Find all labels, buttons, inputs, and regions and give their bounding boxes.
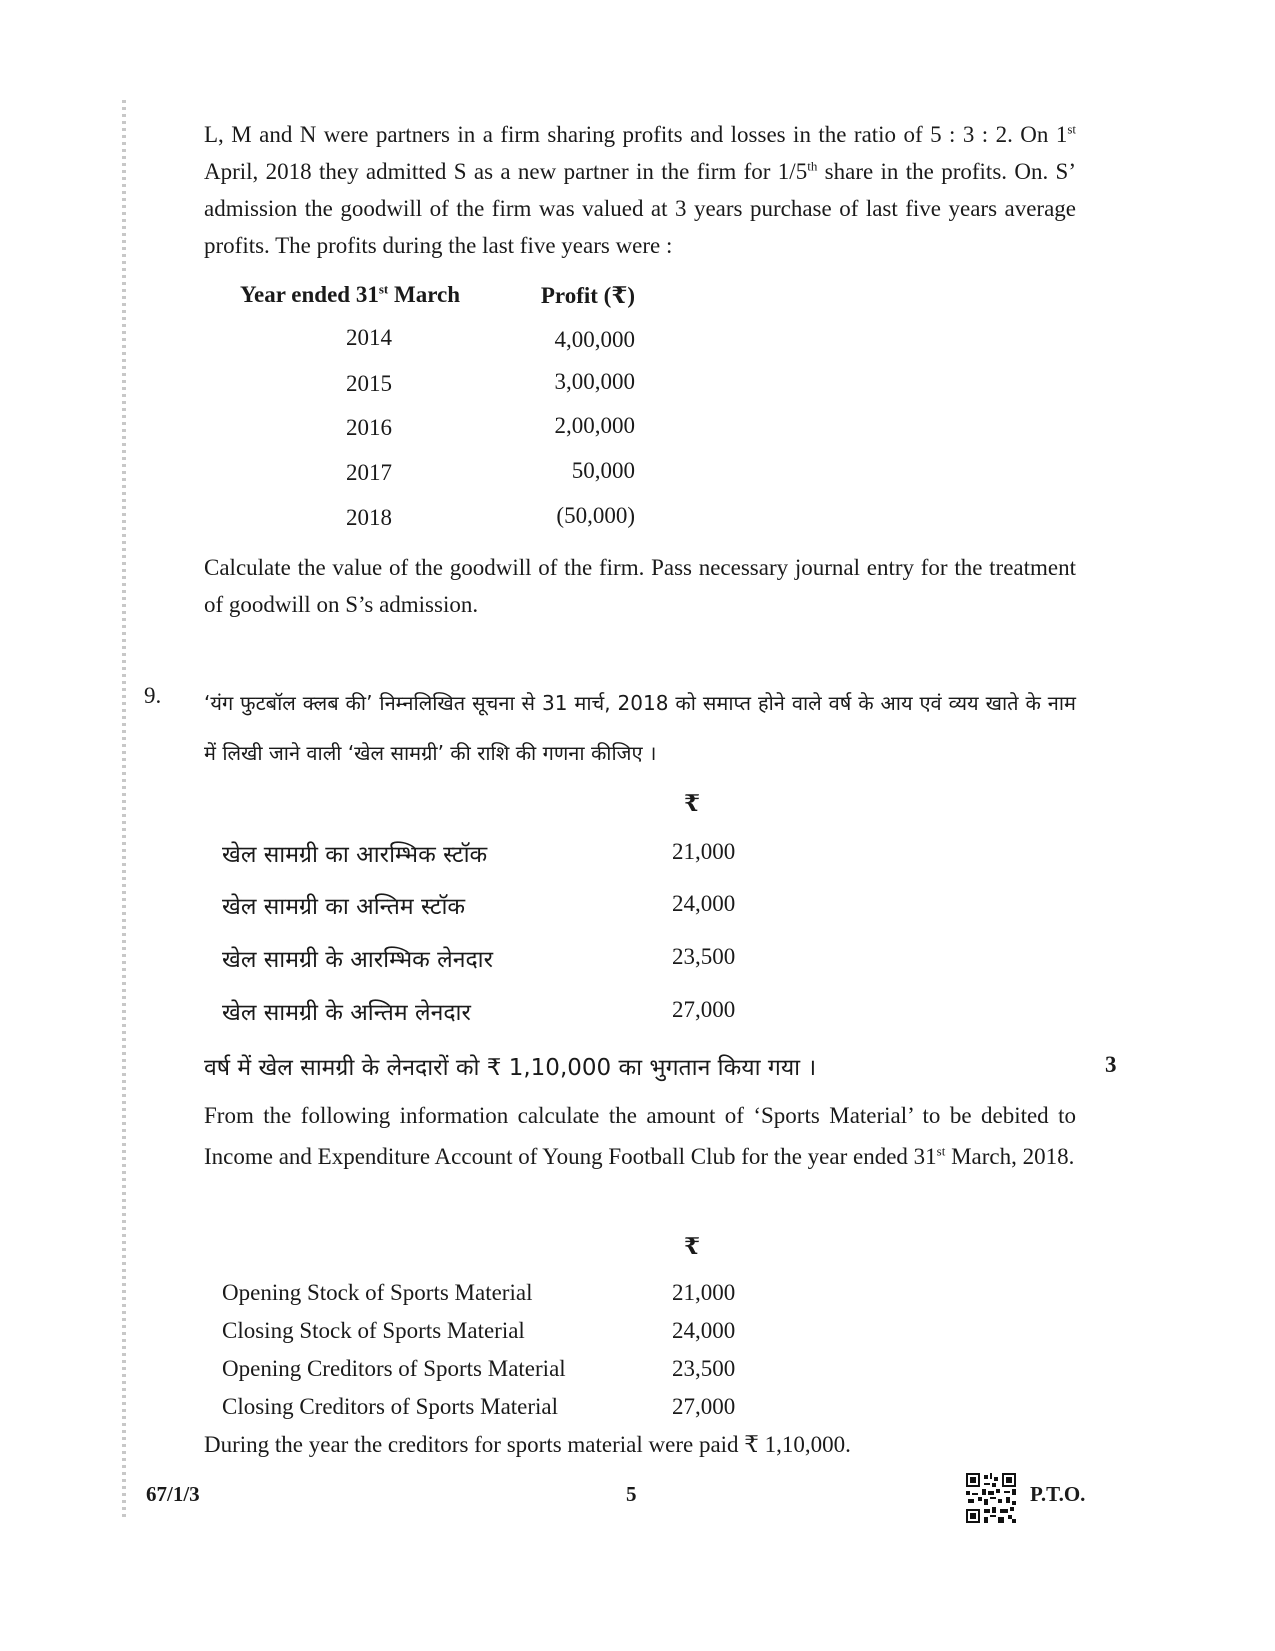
footer-pto: P.T.O.: [1030, 1482, 1086, 1506]
q8-intro-line2a: On 1: [1020, 122, 1068, 147]
q8-intro-line2b: April, 2018 they admitted S as a new partner in the firm for 1/5: [204, 159, 808, 184]
footer-paper-code: 67/1/3: [146, 1482, 200, 1506]
q9-hindi-item-4-label: खेल सामग्री के अन्तिम लेनदार: [222, 1000, 471, 1026]
q9-hindi-item-2-label: खेल सामग्री का अन्तिम स्टॉक: [222, 894, 466, 920]
footer-page-number: 5: [626, 1482, 637, 1506]
q9-hindi-currency: ₹: [684, 791, 701, 816]
q8-profit-2017: 50,000: [571, 458, 635, 483]
q9-hindi-item-1-label: खेल सामग्री का आरम्भिक स्टॉक: [222, 842, 488, 868]
q9-eng-item-1-label: Opening Stock of Sports Material: [222, 1280, 533, 1305]
q8-intro-line2c: share in the: [817, 159, 934, 184]
q8-profit-2018: (50,000): [556, 503, 635, 528]
q9-hindi-item-3-label: खेल सामग्री के आरम्भिक लेनदार: [222, 947, 494, 973]
q8-intro-line1: L, M and N were partners in a firm sharing profits and losses in the ratio of 5 : 3 : 2.: [204, 122, 1013, 147]
q8-question: Calculate the value of the goodwill of the firm. Pass necessary journal entry for the treatment of goodwill on S’s admission.: [204, 555, 1076, 617]
q8-year-2014: 2014: [346, 325, 392, 350]
q9-english-text: [204, 1095, 1076, 1177]
q9-english-text-sup: st: [936, 1143, 946, 1159]
q8-profit-2014: 4,00,000: [554, 327, 635, 352]
q9-eng-item-3-amount: 23,500: [672, 1356, 736, 1381]
q8-intro-line3: profits. On. S’ admission the goodwill of the firm was valued at 3 years purchase of last five years average profits. The profits during the last five years were :: [204, 159, 1077, 258]
q9-hindi-item-3-amount: 23,500: [672, 944, 736, 969]
q8-year-2018: 2018: [346, 505, 392, 530]
q8-table-year-header: [240, 282, 460, 308]
q9-english-text-tail: March, 2018.: [945, 1144, 1075, 1169]
q8-table-profit-header: Profit (₹): [540, 283, 635, 308]
q9-number: 9.: [144, 683, 162, 708]
q9-english-text-main: From the following information calculate the amount of ‘Sports Material’ to be debited to Income and Expenditure Account of Young Football Club for the year ended 31: [204, 1103, 1076, 1169]
q8-intro-sup1: st: [1067, 121, 1076, 137]
q8-year-header-sup: st: [378, 281, 389, 297]
q8-year-2017: 2017: [346, 460, 392, 485]
q9-hindi-item-2-amount: 24,000: [672, 891, 736, 916]
q9-eng-item-4-label: Closing Creditors of Sports Material: [222, 1394, 559, 1419]
q9-hindi-payment: वर्ष में खेल सामग्री के लेनदारों को ₹ 1,10,000 का भुगतान किया गया ।: [204, 1055, 817, 1081]
q9-hindi-item-4-amount: 27,000: [672, 997, 736, 1022]
qr-code-icon: [966, 1473, 1016, 1523]
q9-eng-item-2-amount: 24,000: [672, 1318, 736, 1343]
q8-year-2015: 2015: [346, 371, 392, 396]
q9-marks: 3: [1105, 1052, 1117, 1077]
q9-hindi-text: ‘यंग फुटबॉल क्लब की’ निम्नलिखित सूचना से 31 मार्च, 2018 को समाप्त होने वाले वर्ष के आय एवं व्यय खाते के नाम में लिखी जाने वाली ‘खेल सामग्री’ की राशि की गणना कीजिए ।: [204, 691, 1076, 765]
q8-year-header-text: Year ended 31: [240, 282, 379, 307]
q8-year-header-tail: March: [388, 282, 461, 307]
q8-year-2016: 2016: [346, 415, 392, 440]
q8-profit-2015: 3,00,000: [554, 369, 635, 394]
margin-security-strip: [122, 100, 126, 1520]
q9-english-currency: ₹: [684, 1234, 701, 1259]
q9-eng-item-1-amount: 21,000: [672, 1280, 736, 1305]
q9-hindi-item-1-amount: 21,000: [672, 839, 736, 864]
q8-intro: [204, 116, 1076, 264]
q8-profit-2016: 2,00,000: [554, 413, 635, 438]
q9-eng-item-4-amount: 27,000: [672, 1394, 736, 1419]
q8-intro-sup2: th: [807, 158, 818, 174]
q9-eng-item-2-label: Closing Stock of Sports Material: [222, 1318, 525, 1343]
q9-english-payment: During the year the creditors for sports material were paid ₹ 1,10,000.: [204, 1432, 851, 1457]
q9-eng-item-3-label: Opening Creditors of Sports Material: [222, 1356, 566, 1381]
